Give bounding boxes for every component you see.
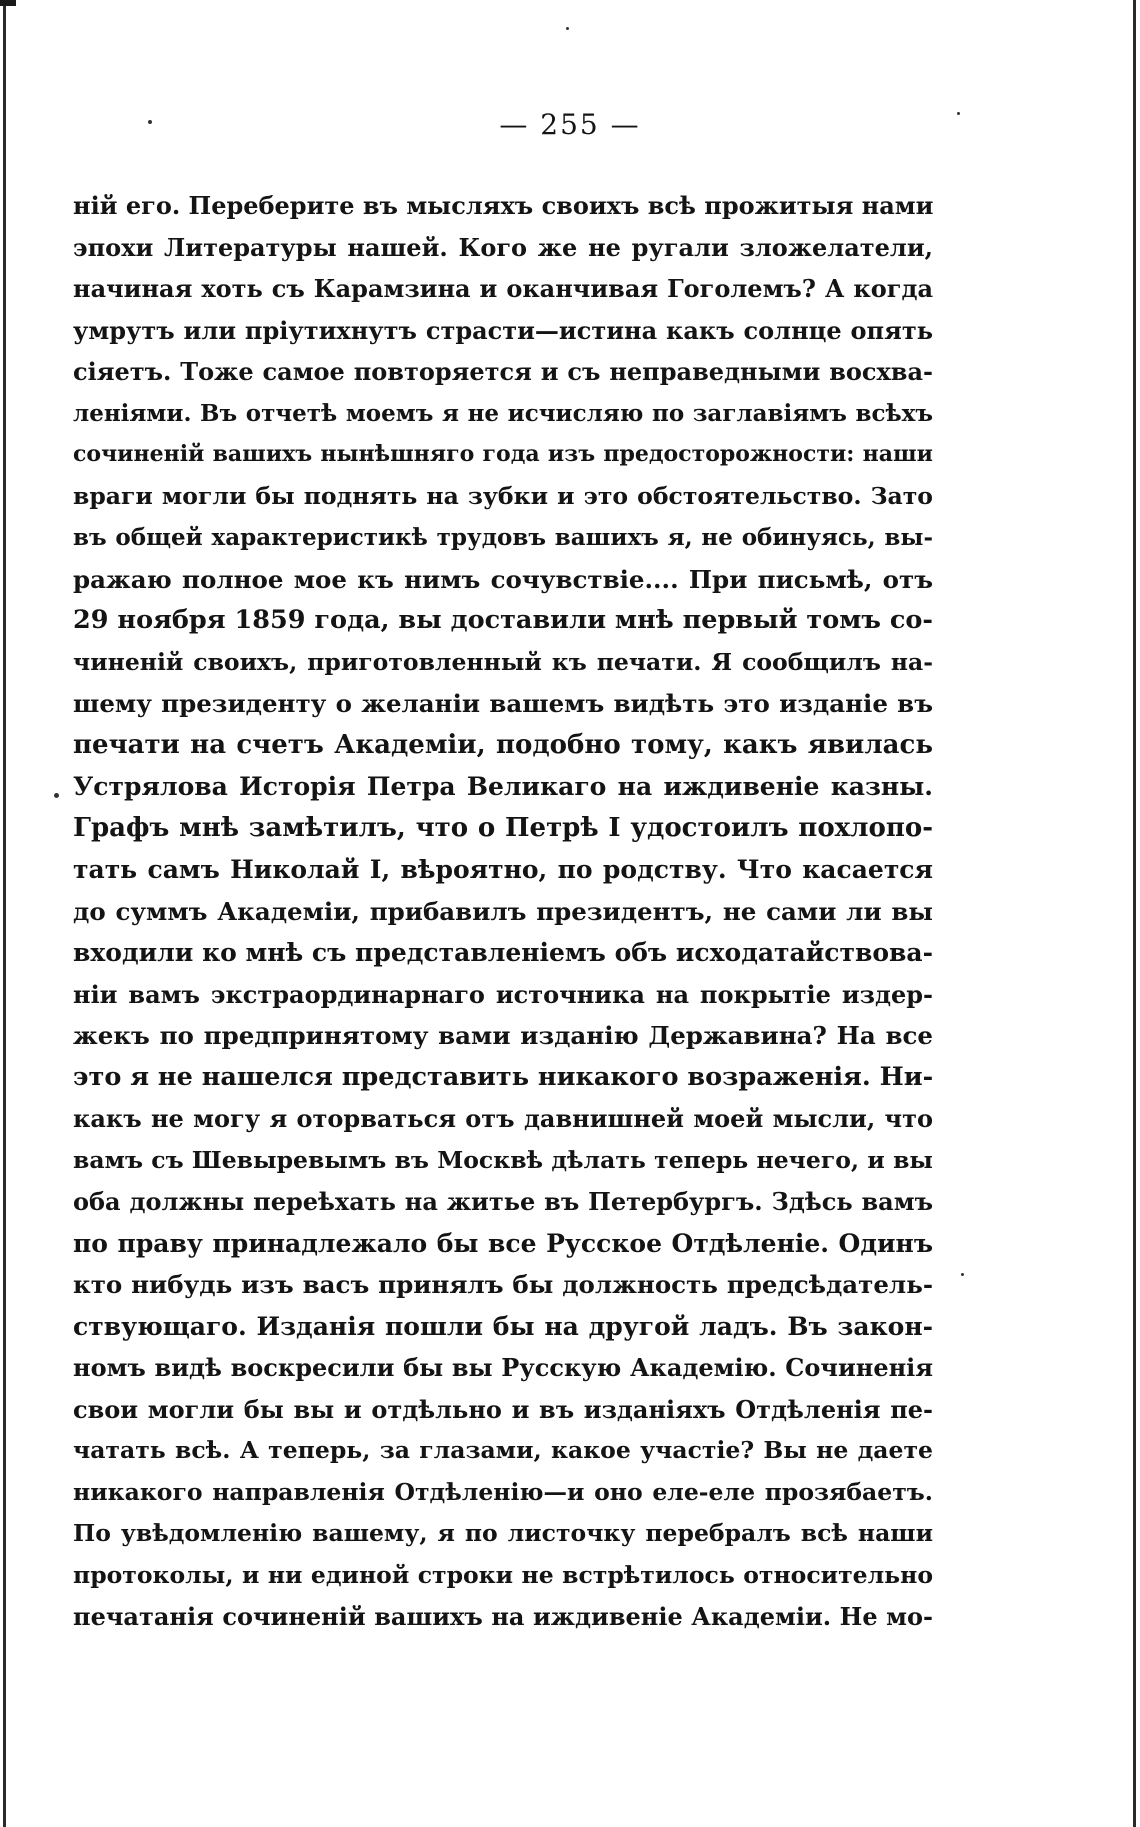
text-line: шему президенту о желаніи вашемъ видѣть это изданіе въ xyxy=(73,689,933,718)
page-body-text xyxy=(73,185,933,1638)
text-line: оба должны переѣхать на житье въ Петербургъ. Здѣсь вамъ xyxy=(73,1187,933,1216)
scan-edge-left xyxy=(3,0,6,1827)
text-line: ніи вамъ экстраординарнаго источника на покрытіе издер- xyxy=(73,979,933,1009)
text-line: это я не нашелся представить никакого возраженія. Ни- xyxy=(73,1061,933,1092)
text-line: по праву принадлежало бы все Русское Отдѣленіе. Одинъ xyxy=(73,1228,933,1258)
text-line: тать самъ Николай I, вѣроятно, по родству. Что касается xyxy=(73,855,933,884)
text-line: ній его. Переберите въ мысляхъ своихъ всѣ прожитыя нами xyxy=(73,191,933,220)
scan-edge-right xyxy=(1133,0,1136,1827)
text-line: ражаю полное мое къ нимъ сочувствіе.... При письмѣ, отъ xyxy=(73,564,933,594)
text-line: Устрялова Исторія Петра Великаго на иждивеніе казны. xyxy=(73,772,933,801)
text-line: сіяетъ. Тоже самое повторяется и съ неправедными восхва- xyxy=(73,357,933,386)
text-line: чиненій своихъ, приготовленный къ печати. Я сообщилъ на- xyxy=(73,647,933,676)
text-line: въ общей характеристикѣ трудовъ вашихъ я, не обинуясь, вы- xyxy=(73,524,933,551)
text-line: протоколы, и ни единой строки не встрѣтилось относительно xyxy=(73,1560,933,1589)
text-line: входили ко мнѣ съ представленіемъ объ исходатайствова- xyxy=(73,938,933,967)
text-line: какъ не могу я оторваться отъ давнишней моей мысли, что xyxy=(73,1104,933,1133)
text-line: умрутъ или пріутихнутъ страсти—истина какъ солнце опять xyxy=(73,315,933,345)
text-line: номъ видѣ воскресили бы вы Русскую Академію. Сочиненія xyxy=(73,1353,933,1382)
scan-speck xyxy=(54,793,59,798)
scan-corner-mark xyxy=(0,0,16,6)
text-line: кто нибудь изъ васъ принялъ бы должность предсѣдатель- xyxy=(73,1270,933,1299)
text-line: враги могли бы поднять на зубки и это обстоятельство. Зато xyxy=(73,481,933,510)
text-line: начиная хоть съ Карамзина и оканчивая Гоголемъ? А когда xyxy=(73,274,933,303)
page-number: — 255 — xyxy=(499,108,641,141)
text-line: жекъ по предпринятому вами изданію Державина? На все xyxy=(73,1021,933,1050)
text-line: эпохи Литературы нашей. Кого же не ругали зложелатели, xyxy=(73,232,933,262)
text-line: до суммъ Академіи, прибавилъ президентъ, не сами ли вы xyxy=(73,896,933,926)
text-line: 29 ноября 1859 года, вы доставили мнѣ первый томъ со- xyxy=(73,605,933,635)
text-line: вамъ съ Шевыревымъ въ Москвѣ дѣлать теперь нечего, и вы xyxy=(73,1145,933,1174)
text-line: печатанія сочиненій вашихъ на иждивеніе Академіи. Не мо- xyxy=(73,1602,933,1631)
text-line: чатать всѣ. А теперь, за глазами, какое участіе? Вы не даете xyxy=(73,1436,933,1464)
scan-speck xyxy=(566,27,569,30)
text-line: свои могли бы вы и отдѣльно и въ изданіяхъ Отдѣленія пе- xyxy=(73,1394,933,1424)
text-line: печати на счетъ Академіи, подобно тому, какъ явилась xyxy=(73,729,933,760)
text-line: никакого направленія Отдѣленію—и оно еле-еле прозябаетъ. xyxy=(73,1477,933,1506)
text-line: сочиненій вашихъ нынѣшняго года изъ предосторожности: наши xyxy=(73,441,933,467)
text-line: Графъ мнѣ замѣтилъ, что о Петрѣ I удостоилъ похлопо- xyxy=(73,812,933,843)
text-line: ствующаго. Изданія пошли бы на другой ладъ. Въ закон- xyxy=(73,1311,933,1341)
scan-speck xyxy=(961,1273,964,1276)
text-line: леніями. Въ отчетѣ моемъ я не исчисляю по заглавіямъ всѣхъ xyxy=(73,399,933,427)
text-line: По увѣдомленію вашему, я по листочку перебралъ всѣ наши xyxy=(73,1519,933,1547)
